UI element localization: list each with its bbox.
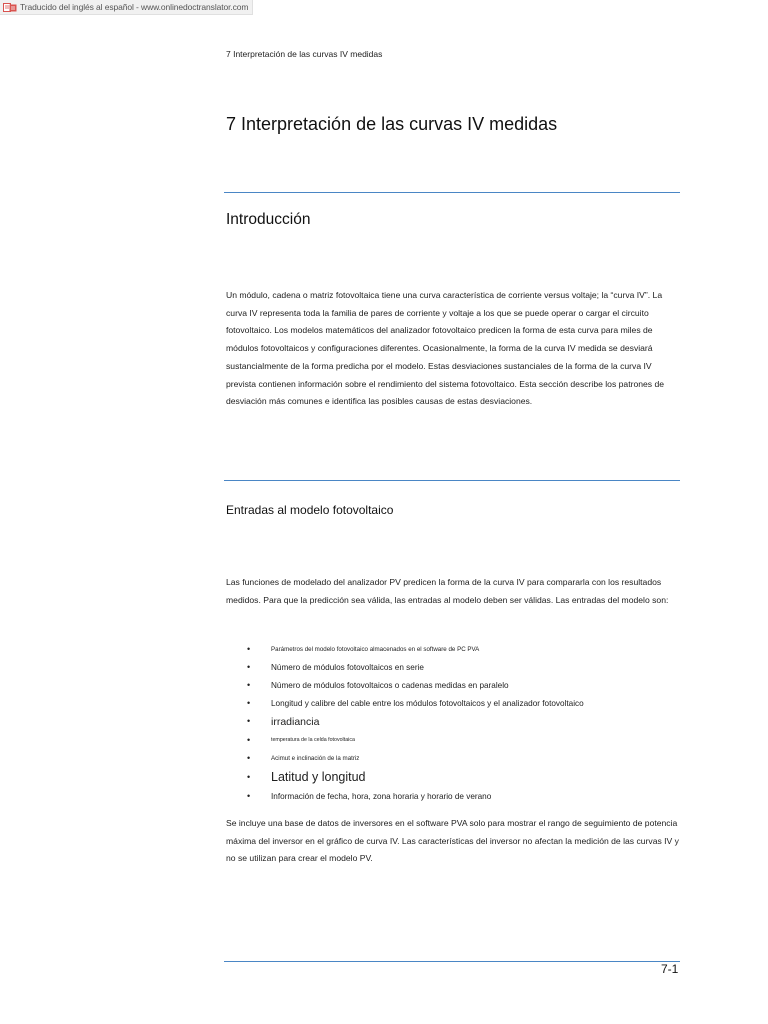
list-item-text: temperatura de la celda fotovoltaica [271,737,355,744]
list-item [226,658,680,676]
document-translator-icon [3,3,17,12]
list-item [226,787,680,805]
list-item [226,713,680,731]
bullet-icon: • [247,716,251,727]
footer-divider [224,961,680,962]
page-number: 7-1 [661,962,679,976]
list-item [226,749,680,767]
list-item-text: Número de módulos fotovoltaicos en serie [271,662,424,672]
section-heading-intro: Introducción [226,211,311,228]
section-heading-inputs: Entradas al modelo fotovoltaico [226,503,394,517]
list-item [226,640,680,658]
running-header: 7 Interpretación de las curvas IV medidas [226,49,383,59]
intro-paragraph: Un módulo, cadena o matriz fotovoltaica tiene una curva característica de corriente versus voltaje; la “curva IV”. La curva IV representa toda la familia de pares de corriente y voltaje a los que se puede operar o cargar el circuito fotovoltaico. Los modelos matemáticos del analizador fotovoltaico predicen la forma de esta curva para miles de módulos fotovoltaicos y configuraciones diferentes. Ocasionalmente, la forma de la curva IV medida se desviará sustancialmente de la forma predicha por el modelo. Estas desviaciones sustanciales de la forma de la curva IV prevista contienen información sobre el rendimiento del sistema fotovoltaico. Esta sección describe los patrones de desviación más comunes e identifica las posibles causas de estas desviaciones. [226,290,665,407]
list-item [226,676,680,694]
section-divider-intro [224,192,680,193]
list-item-text: Número de módulos fotovoltaicos o cadenas medidas en paralelo [271,680,509,690]
bullet-icon: • [247,698,251,709]
translator-banner-text: Traducido del inglés al español - www.onlinedoctranslator.com [20,2,249,12]
bullet-icon: • [247,752,251,763]
bullet-icon: • [247,661,251,672]
chapter-title: 7 Interpretación de las curvas IV medidas [226,114,558,134]
closing-paragraph: Se incluye una base de datos de inversores en el software PVA solo para mostrar el rango de seguimiento de potencia máxima del inversor en el gráfico de curva IV. Las características del inversor no afectan la medición de las curvas IV y no se utilizan para crear el modelo PV. [226,818,679,864]
list-item-text: Latitud y longitud [271,770,366,785]
model-inputs-list [226,640,680,806]
list-item-text: irradiancia [271,715,320,728]
section-divider-inputs [224,480,680,481]
list-item-text: Acimut e inclinación de la matriz [271,754,360,762]
bullet-icon: • [247,643,251,654]
list-item [226,731,680,749]
bullet-icon: • [247,771,251,782]
bullet-icon: • [247,734,251,745]
inputs-paragraph: Las funciones de modelado del analizador PV predicen la forma de la curva IV para compararla con los resultados medidos. Para que la predicción sea válida, las entradas al modelo deben ser válidas. Las entradas del modelo son: [226,577,669,605]
list-item [226,767,680,787]
translator-banner[interactable] [0,0,253,15]
bullet-icon: • [247,790,251,801]
list-item-text: Longitud y calibre del cable entre los módulos fotovoltaicos y el analizador fotovoltaico [271,699,584,709]
bullet-icon: • [247,679,251,690]
list-item [226,695,680,713]
list-item-text: Parámetros del modelo fotovoltaico almacenados en el software de PC PVA [271,645,480,653]
list-item-text: Información de fecha, hora, zona horaria y horario de verano [271,791,492,801]
